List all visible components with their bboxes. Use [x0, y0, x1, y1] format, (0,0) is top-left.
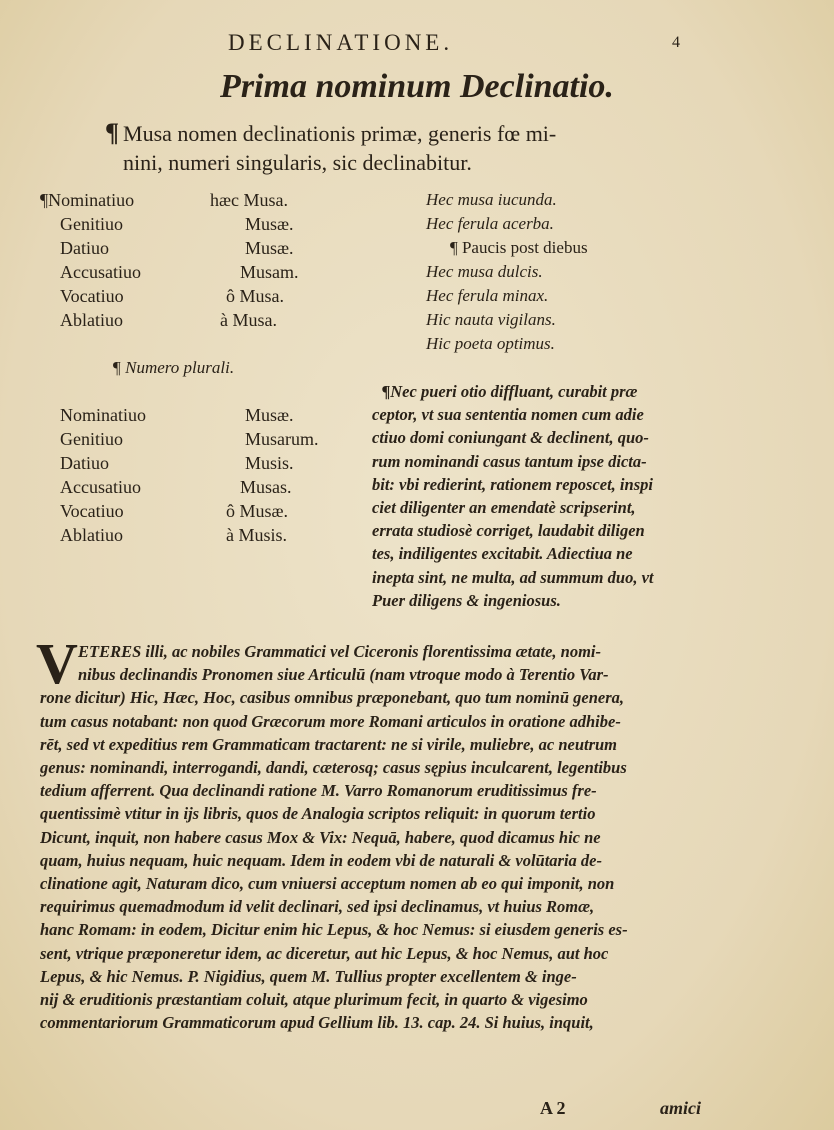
note-line: tes, indiligentes excitabit. Adiectiua ne	[372, 544, 633, 564]
example-phrase: Hec musa iucunda.	[426, 190, 557, 209]
folio-number: 4	[672, 34, 680, 51]
teacher-note	[372, 380, 712, 612]
body-line: nij & eruditionis præstantiam coluit, atque plurimum fecit, in quarto & vigesimo	[40, 990, 588, 1010]
note-line: ceptor, vt sua sententia nomen cum adie	[372, 405, 644, 425]
signature-mark: A 2	[540, 1098, 566, 1118]
body-line: Dicunt, inquit, non habere casus Mox & Vix: Nequā, habere, quod dicamus hic ne	[40, 827, 601, 847]
body-line: tum casus notabant: non quod Græcorum more Romani articulos in oratione adhibe-	[40, 711, 621, 731]
note-line: errata studiosè corriget, laudabit diligen	[372, 521, 645, 541]
example-phrase: Hic poeta optimus.	[426, 334, 555, 353]
body-line: commentariorum Grammaticorum apud Gellium lib. 13. cap. 24. Si huius, inquit,	[40, 1013, 594, 1033]
body-line: sent, vtrique præponeretur idem, ac diceretur, aut hic Lepus, & hoc Nemus, aut hoc	[40, 943, 609, 963]
body-line: hanc Romam: in eodem, Dicitur enim hic Lepus, & hoc Nemus: si eiusdem generis es-	[40, 920, 628, 940]
book-page: DECLINATIONE. 4 Prima nominum Declinatio. ¶ Musa nomen declinationis primæ, generis fœ mi- nini, numeri singularis, sic declinabitur. ¶Nominatiuo hæc Musa. Genitiuo Musæ. Datiuo Musæ. Accusatiuo Musam. Vocatiuo ô Musa. Ablatiuo à Musa. ¶ Numero plurali. Nominatiuo Musæ. Genitiuo Musarum. Datiuo Musis. Accusatiuo Musas. Vocatiuo ô Musæ. Ablatiuo à Musis. Hec musa iucunda. Hec ferula acerba. ¶ Paucis post diebus Hec musa dulcis. Hec ferula minax. Hic nauta vigilans. Hic poeta optimus. ¶Nec pueri otio diffluant, curabit præ ceptor, vt sua sententia nomen cum adie ctiuo domi coniungant & declinent, quo- rum nominandi casus tantum ipse dicta- bit: vbi redierint, rationem reposcet, inspi ciet diligenter an emendatè scripserint, errata studiosè corriget, laudabit diligen tes, indiligentes excitabit. Adiectiua ne inepta sint, ne multa, ad summum duo, vt Puer diligens & ingeniosus. V ETERES illi, ac nobiles Grammatici vel Ciceronis florentissima ætate, nomi- nibus declinandis Pronomen siue Articulū (nam vtroque modo à Terentio Var- rone dicitur) Hic, Hæc, Hoc, casibus omnibus præponebant, quo tum nominū genera, tum casus notabant: non quod Græcorum more Romani articulos in oratione adhibe- rēt, sed vt expeditius rem Grammaticam tractarent: ne si virile, muliebre, ac neutrum genus: nominandi, interrogandi, dandi, cæterosq; casus sępius inculcarent, legentibus tedium afferrent. Qua declinandi ratione M. Varro Romanorum eruditissimus fre- quentissimè vtitur in ijs libris, quos de Analogia scriptos reliquit: in quorum tertio Dicunt, inquit, non habere casus Mox & Vix: Nequā, habere, quod dicamus hic ne quam, huius nequam, huic nequam. Idem in eodem vbi de naturali & volūtaria de- clinatione agit, Naturam dico, cum vniuersi acceptum nomen ab eo qui imponit, non requirimus quemadmodum id velit declinari, sed ipsi declinamus, vt huius Romæ, hanc Romam: in eodem, Dicitur enim hic Lepus, & hoc Nemus: si eiusdem generis es- sent, vtrique præponeretur idem, ac diceretur, aut hic Lepus, & hoc Nemus, aut hoc Lepus, & hic Nemus. P. Nigidius, quem M. Tullius propter excellentem & inge- nij & eruditionis præstantiam coluit, atque plurimum fecit, in quarto & vigesimo commentariorum Grammaticorum apud Gellium lib. 13. cap. 24. Si huius, inquit, A 2 amici	[0, 0, 834, 1130]
note-line: ctiuo domi coniungant & declinent, quo-	[372, 428, 649, 448]
note-line: bit: vbi redierint, rationem reposcet, inspi	[372, 474, 653, 494]
body-line: tedium afferrent. Qua declinandi ratione M. Varro Romanorum eruditissimus fre-	[40, 781, 597, 801]
body-line: quentissimè vtitur in ijs libris, quos de Analogia scriptos reliquit: in quorum tertio	[40, 804, 596, 824]
body-paragraph	[40, 640, 720, 1034]
example-phrase: Hec musa dulcis.	[426, 262, 543, 281]
body-line: rēt, sed vt expeditius rem Grammaticam tractarent: ne si virile, muliebre, ac neutrum	[40, 734, 618, 754]
note-line: rum nominandi casus tantum ipse dicta-	[372, 451, 647, 471]
intro-paragraph	[105, 118, 745, 177]
catchword: amici	[660, 1098, 701, 1118]
body-line: clinatione agit, Naturam dico, cum vniuersi acceptum nomen ab eo qui imponit, non	[40, 874, 615, 894]
note-line: ¶Nec pueri otio diffluant, curabit præ	[382, 382, 638, 401]
body-line: ETERES illi, ac nobiles Grammatici vel Ciceronis florentissima ætate, nomi-	[78, 642, 601, 661]
intro-line-2: nini, numeri singularis, sic declinabitur.	[123, 150, 472, 175]
note-line: Puer diligens & ingeniosus.	[372, 590, 561, 610]
running-head: DECLINATIONE.	[228, 30, 454, 55]
drop-cap: V	[36, 631, 78, 696]
example-phrase: Hic nauta vigilans.	[426, 310, 556, 329]
body-line: quam, huius nequam, huic nequam. Idem in eodem vbi de naturali & volūtaria de-	[40, 850, 602, 870]
body-line: nibus declinandis Pronomen siue Articulū (nam vtroque modo à Terentio Var-	[78, 665, 609, 685]
example-phrase: Hec ferula acerba.	[426, 214, 554, 233]
body-line: Lepus, & hic Nemus. P. Nigidius, quem M. Tullius propter excellentem & inge-	[40, 966, 577, 986]
body-line: rone dicitur) Hic, Hæc, Hoc, casibus omnibus præponebant, quo tum nominū genera,	[40, 688, 624, 708]
intro-line-1: ¶ Musa nomen declinationis primæ, generis fœ mi-	[105, 118, 557, 147]
note-line: ciet diligenter an emendatè scripserint,	[372, 498, 636, 518]
body-line: genus: nominandi, interrogandi, dandi, cæterosq; casus sępius inculcarent, legentibus	[40, 758, 627, 778]
example-phrase: Hec ferula minax.	[426, 286, 549, 305]
body-line: requirimus quemadmodum id velit declinari, sed ipsi declinamus, vt huius Romæ,	[40, 897, 595, 917]
note-line: inepta sint, ne multa, ad summum duo, vt	[372, 567, 654, 587]
numero-plurali-heading: ¶ Numero plurali.	[112, 358, 235, 377]
chapter-title: Prima nominum Declinatio.	[220, 68, 614, 105]
pilcrow-icon: ¶	[105, 118, 120, 147]
example-phrase: ¶ Paucis post diebus	[450, 238, 588, 257]
